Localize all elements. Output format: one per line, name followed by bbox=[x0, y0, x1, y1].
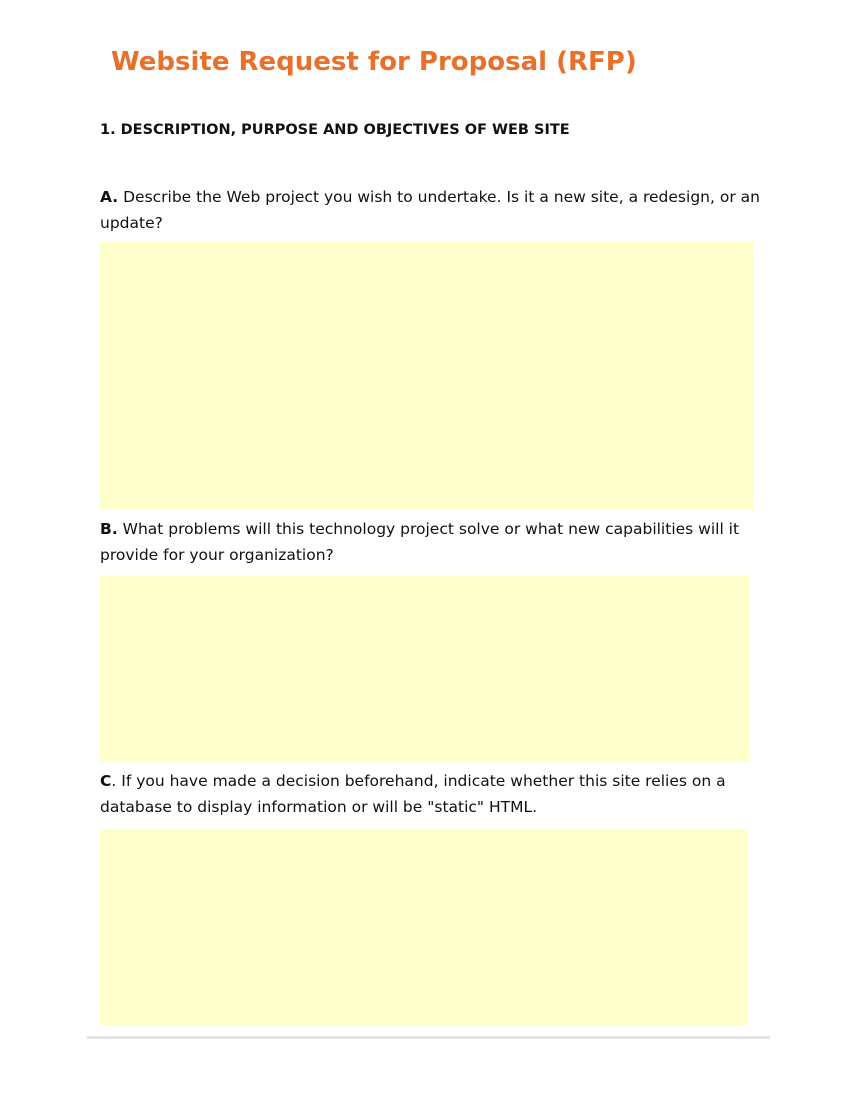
question-a bbox=[100, 184, 760, 236]
question-a-text: Describe the Web project you wish to undertake. Is it a new site, a redesign, or an update? bbox=[100, 188, 760, 232]
question-b bbox=[100, 516, 760, 568]
question-a-letter: A. bbox=[100, 188, 119, 206]
section-heading: 1. DESCRIPTION, PURPOSE AND OBJECTIVES OF WEB SITE bbox=[100, 122, 570, 138]
question-b-letter: B. bbox=[100, 520, 118, 538]
answer-field-a[interactable] bbox=[100, 242, 753, 509]
question-c bbox=[100, 768, 760, 820]
document-title: Website Request for Proposal (RFP) bbox=[111, 47, 637, 77]
question-c-text: . If you have made a decision beforehand, indicate whether this site relies on a database to display information or will be "static" HTML. bbox=[100, 772, 726, 816]
question-c-letter: C bbox=[100, 772, 112, 790]
footer-divider bbox=[87, 1036, 770, 1039]
answer-field-c[interactable] bbox=[100, 829, 748, 1025]
answer-field-b[interactable] bbox=[100, 576, 749, 762]
question-b-text: What problems will this technology project solve or what new capabilities will it provide for your organization? bbox=[100, 520, 740, 564]
